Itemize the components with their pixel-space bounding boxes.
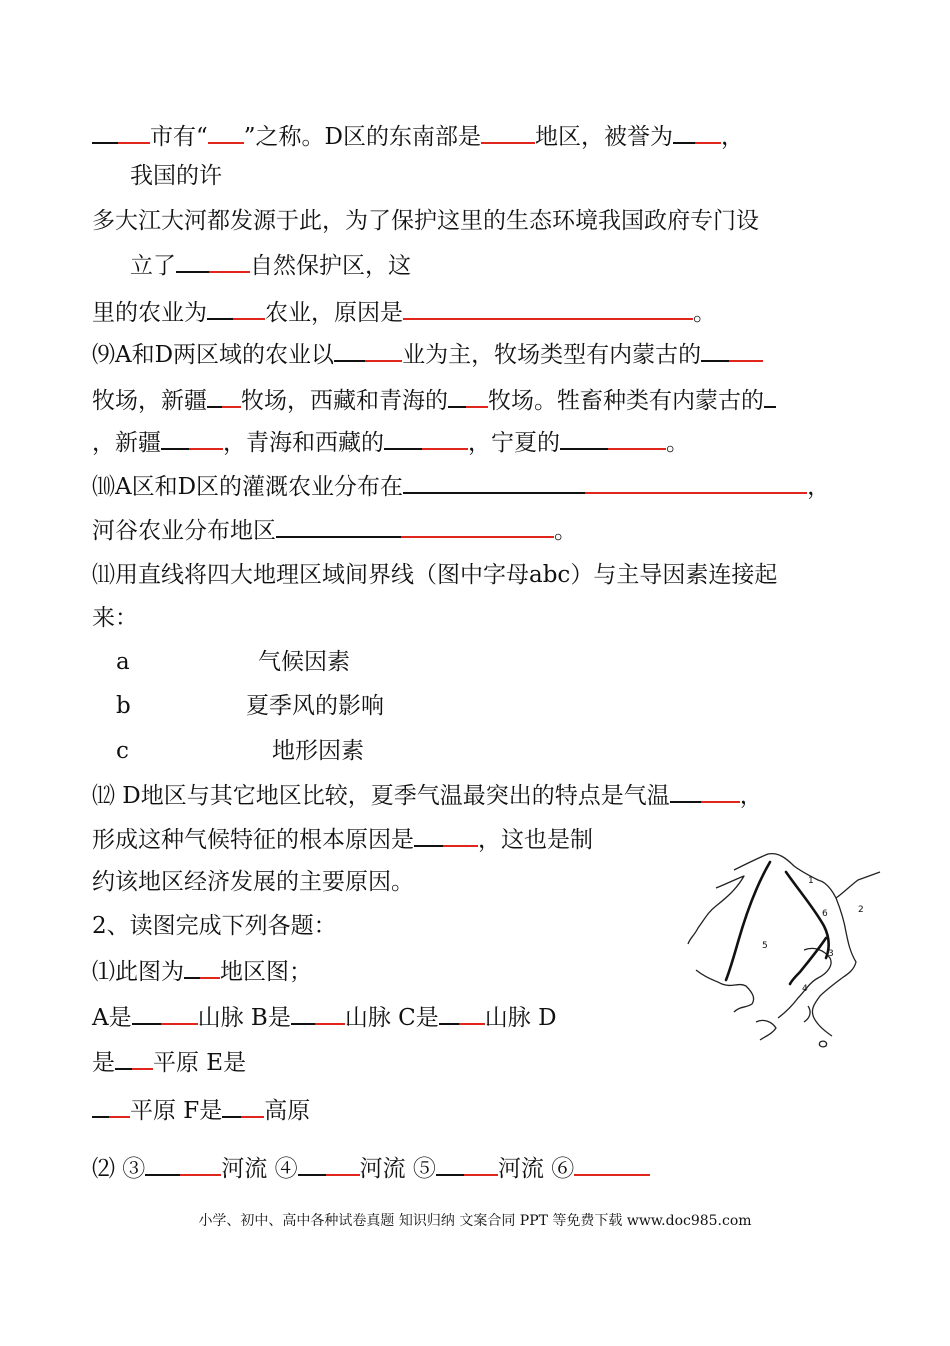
line-2: 我国的许 xyxy=(130,163,222,189)
line-12: 来： xyxy=(92,605,138,631)
answer-blank[interactable] xyxy=(207,296,265,320)
line-4: 立了 自然保护区，这 xyxy=(130,249,411,281)
answer-blank[interactable] xyxy=(414,823,478,847)
match-factor-monsoon[interactable]: 夏季风的影响 xyxy=(246,693,384,719)
line-15: 约该地区经济发展的主要原因。 xyxy=(92,869,414,895)
answer-blank[interactable] xyxy=(161,426,223,450)
answer-blank[interactable] xyxy=(574,1150,650,1176)
answer-blank[interactable] xyxy=(145,1152,221,1176)
answer-blank[interactable] xyxy=(403,294,693,320)
answer-blank[interactable] xyxy=(92,1094,130,1118)
line-11: ⑾用直线将四大地理区域间界线（图中字母abc）与主导因素连接起 xyxy=(92,562,778,588)
answer-blank[interactable] xyxy=(673,120,721,144)
map-label-3: 3 xyxy=(828,949,834,959)
answer-blank[interactable] xyxy=(403,470,807,494)
line-6: ⑼A和D两区域的农业以 业为主，牧场类型有内蒙古的 xyxy=(92,338,763,370)
line-7: 牧场，新疆 牧场，西藏和青海的 牧场。牲畜种类有内蒙古的 xyxy=(92,382,776,416)
line-17: ⑴此图为 地区图； xyxy=(92,955,312,987)
line-8: ，新疆 ，青海和西藏的 ，宁夏的 。 xyxy=(92,426,689,458)
line-10: 河谷农业分布地区 。 xyxy=(92,514,577,546)
line-13: ⑿ D地区与其它地区比较，夏季气温最突出的特点是气温 ， xyxy=(92,779,763,811)
line-1: 市有“ ”之称。D区的东南部是 地区，被誉为 ， xyxy=(92,118,744,152)
answer-blank[interactable] xyxy=(291,1001,345,1025)
line-3: 多大江大河都发源于此，为了保护这里的生态环境我国政府专门设 xyxy=(92,208,759,234)
answer-blank[interactable] xyxy=(701,338,763,362)
answer-blank[interactable] xyxy=(384,426,468,450)
answer-blank[interactable] xyxy=(115,1046,153,1070)
answer-blank[interactable] xyxy=(764,382,776,408)
answer-blank[interactable] xyxy=(184,955,220,979)
answer-blank[interactable] xyxy=(670,779,740,803)
line-18: A是 山脉 B是 山脉 C是 山脉 D xyxy=(92,1001,557,1033)
match-letter-c[interactable]: c xyxy=(116,738,129,764)
line-21: ⑵ ③ 河流 ④ 河流 ⑤ 河流 ⑥ xyxy=(92,1150,650,1184)
map-outline xyxy=(688,854,880,1047)
answer-blank[interactable] xyxy=(208,118,244,144)
line-5: 里的农业为 农业，原因是 。 xyxy=(92,294,716,328)
answer-blank[interactable] xyxy=(176,249,250,273)
map-label-5: 5 xyxy=(762,941,768,951)
match-letter-b[interactable]: b xyxy=(116,693,131,719)
answer-blank[interactable] xyxy=(436,1152,498,1176)
map-labels xyxy=(762,876,864,994)
region-map xyxy=(686,846,882,1052)
line-19: 是 平原 E是 xyxy=(92,1046,246,1078)
match-factor-climate[interactable]: 气候因素 xyxy=(258,649,350,675)
map-label-1: 1 xyxy=(808,876,814,886)
answer-blank[interactable] xyxy=(222,1094,264,1118)
answer-blank[interactable] xyxy=(448,384,488,408)
line-16: 2、读图完成下列各题： xyxy=(92,913,337,939)
answer-blank[interactable] xyxy=(132,1001,198,1025)
line-9: ⑽A区和D区的灌溉农业分布在 ， xyxy=(92,470,830,502)
answer-blank[interactable] xyxy=(92,120,150,144)
answer-blank[interactable] xyxy=(298,1152,360,1176)
answer-blank[interactable] xyxy=(560,426,666,450)
answer-blank[interactable] xyxy=(276,514,554,538)
line-14: 形成这种气候特征的根本原因是 ，这也是制 xyxy=(92,823,593,855)
page-footer: 小学、初中、高中各种试卷真题 知识归纳 文案合同 PPT 等免费下载 www.doc985.com xyxy=(198,1213,752,1229)
match-factor-terrain[interactable]: 地形因素 xyxy=(272,738,364,764)
answer-blank[interactable] xyxy=(439,1001,485,1025)
map-label-4: 4 xyxy=(802,984,808,994)
line-20: 平原 F是 高原 xyxy=(92,1094,310,1126)
match-letter-a[interactable]: a xyxy=(116,649,130,675)
answer-blank[interactable] xyxy=(481,118,535,144)
answer-blank[interactable] xyxy=(334,338,402,362)
map-label-2: 2 xyxy=(858,905,864,915)
map-label-6: 6 xyxy=(822,909,828,919)
answer-blank[interactable] xyxy=(207,384,241,408)
